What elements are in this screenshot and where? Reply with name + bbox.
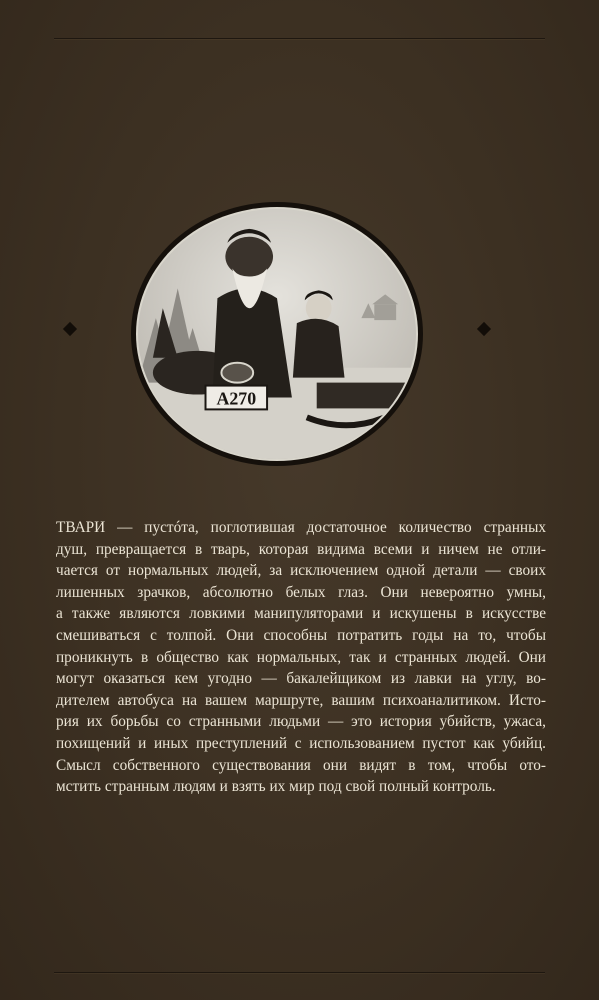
description-line: душ, превращается в тварь, которая видима всеми и ничем не отли- (56, 540, 546, 558)
description-line: могут оказаться кем угодно — бакалейщиком из лавки на углу, во- (56, 670, 546, 688)
plate-text: A270 (216, 388, 257, 409)
left-diamond-ornament (63, 322, 77, 336)
description-line: дителем автобуса на вашем маршруте, вашим психоаналитиком. Исто- (56, 691, 546, 709)
right-diamond-ornament (477, 322, 491, 336)
description-line: ТВАРИ — пустóта, поглотившая достаточное количество странных (56, 519, 546, 536)
description-line: Смысл собственного существования они видят в том, чтобы ото- (56, 756, 546, 774)
oval-photo-frame (131, 202, 423, 466)
description-line: лишенных зрачков, абсолютно белых глаз. Они невероятно умны, (56, 583, 546, 601)
top-rule (54, 38, 545, 39)
description-line: проникнуть в общество как нормальных, так и странных людей. Они (56, 648, 546, 666)
description-line: мстить странным людям и взять их мир под свой полный контроль. (56, 778, 496, 796)
cover-description (56, 517, 546, 798)
description-line: чается от нормальных людей, за исключением одной детали — своих (56, 562, 546, 580)
description-line: а также являются ловкими манипуляторами и искушены в искусстве (56, 605, 546, 623)
bottom-rule (54, 972, 545, 973)
description-line: похищений и иных преступлений с использованием пустот как убийц. (56, 734, 546, 752)
vintage-photo (138, 209, 416, 459)
description-line: рия их борьбы со странными людьми — это история убийств, ужаса, (56, 713, 546, 731)
description-line: смешиваться с толпой. Они способны потратить годы на то, чтобы (56, 626, 546, 644)
